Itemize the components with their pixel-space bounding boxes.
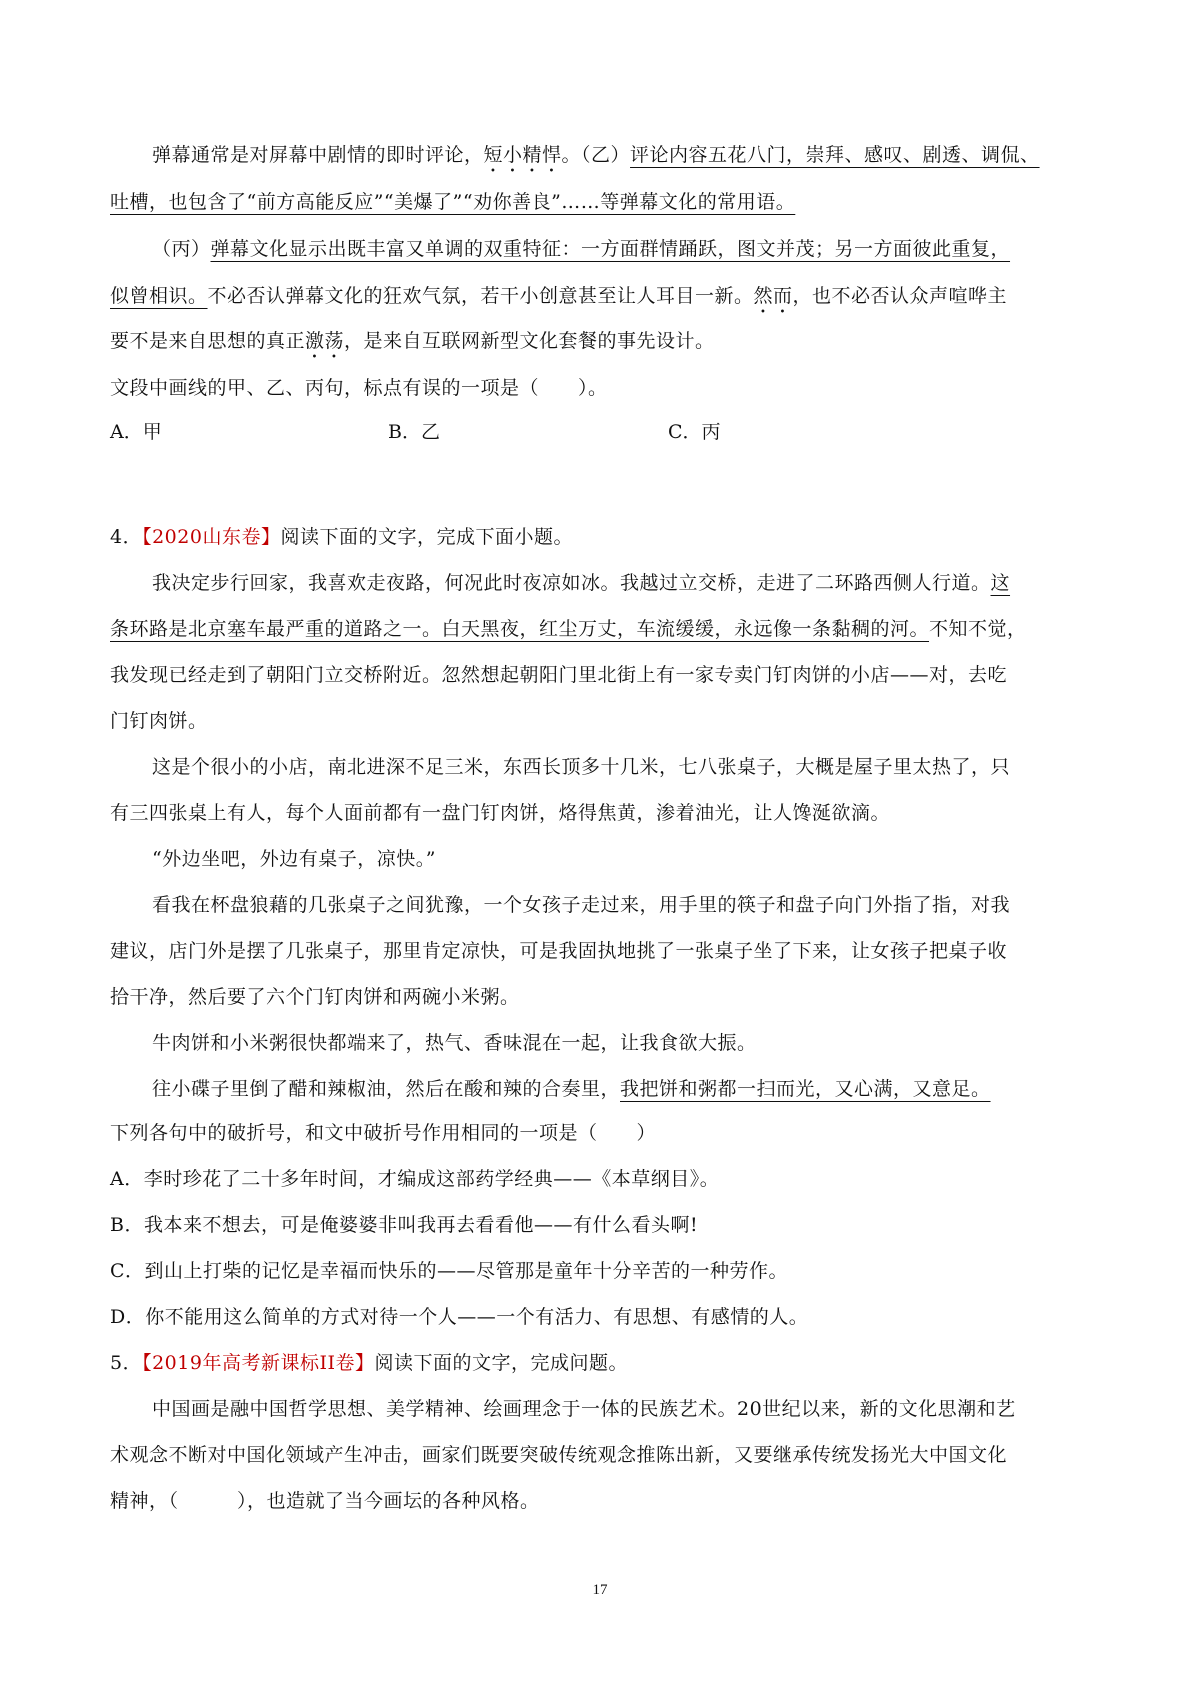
emphasis-text: 然而: [753, 285, 793, 307]
passage1-line3: （丙）弹幕文化显示出既丰富又单调的双重特征：一方面群情踊跃，图文并茂；另一方面彼此重复，: [152, 238, 1011, 260]
passage1-line2: [110, 187, 795, 214]
underlined-sentence: 我把饼和粥都一扫而光，又心满，又意足。: [620, 1078, 991, 1100]
underlined-sentence-yi: 评论内容五花八门，崇拜、感叹、剧透、调侃、: [630, 144, 1040, 166]
passage2-line3: 我发现已经走到了朝阳门立交桥附近。忽然想起朝阳门里北街上有一家专卖门钉肉饼的小店——对，去吃: [110, 664, 1008, 686]
question-4-text: 下列各句中的破折号，和文中破折号作用相同的一项是（ ）: [110, 1122, 657, 1144]
option-c[interactable]: C．到山上打柴的记忆是幸福而快乐的——尽管那是童年十分辛苦的一种劳作。: [110, 1260, 789, 1282]
passage3-line1: 中国画是融中国哲学思想、美学精神、绘画理念于一体的民族艺术。20世纪以来，新的文化思潮和艺: [152, 1398, 1016, 1420]
passage2-line7: “外边坐吧，外边有桌子，凉快。”: [152, 848, 436, 870]
underlined-sentence-yi-cont: 吐槽，也包含了“前方高能反应”“美爆了”“劝你善良”……等弹幕文化的常用语。: [110, 191, 796, 213]
passage2-line6: 有三四张桌上有人，每个人面前都有一盘门钉肉饼，烙得焦黄，渗着油光，让人馋涎欲滴。: [110, 802, 891, 824]
question-3-text: 文段中画线的甲、乙、丙句，标点有误的一项是（ ）。: [110, 377, 608, 399]
page-number: 17: [592, 1582, 608, 1598]
passage2-line10: 拾干净，然后要了六个门钉肉饼和两碗小米粥。: [110, 986, 520, 1008]
passage2-line2: 条环路是北京塞车最严重的道路之一。白天黑夜，红尘万丈，车流缓缓，永远像一条黏稠的河。不知不觉，: [110, 618, 1027, 640]
passage1-line5: 要不是来自思想的真正激荡，是来自互联网新型文化套餐的事先设计。: [110, 330, 715, 352]
emphasis-text: 短小精悍: [483, 144, 562, 166]
passage1-line1: 弹幕通常是对屏幕中剧情的即时评论，短小精悍。（乙）评论内容五花八门，崇拜、感叹、剧透、调侃、: [152, 144, 1040, 166]
underlined-sentence-cont: 条环路是北京塞车最严重的道路之一。白天黑夜，红尘万丈，车流缓缓，永远像一条黏稠的河。: [110, 618, 930, 640]
passage2-line12: 往小碟子里倒了醋和辣椒油，然后在酸和辣的合奏里，我把饼和粥都一扫而光，又心满，又意足。: [152, 1078, 991, 1100]
passage2-line1: 我决定步行回家，我喜欢走夜路，何况此时夜凉如冰。我越过立交桥，走进了二环路西侧人行道。这: [152, 572, 1011, 594]
option-a[interactable]: A．甲: [110, 421, 162, 443]
passage2-line11: 牛肉饼和小米粥很快都端来了，热气、香味混在一起，让我食欲大振。: [152, 1032, 757, 1054]
passage2-line4: 门钉肉饼。: [110, 710, 208, 732]
option-d[interactable]: D．你不能用这么简单的方式对待一个人——一个有活力、有思想、有感情的人。: [110, 1306, 809, 1328]
passage2-line5: 这是个很小的小店，南北进深不足三米，东西长顶多十几米，七八张桌子，大概是屋子里太热了，只: [152, 756, 1011, 778]
source-tag: 【2019年高考新课标II卷】: [142, 1352, 375, 1374]
passage2-line9: 建议，店门外是摆了几张桌子，那里肯定凉快，可是我固执地挑了一张桌子坐了下来，让女孩子把桌子收: [110, 940, 1008, 962]
underlined-sentence-bing: 弹幕文化显示出既丰富又单调的双重特征：一方面群情踊跃，图文并茂；另一方面彼此重复，: [210, 238, 1011, 260]
underlined-sentence: 这: [990, 572, 1011, 594]
source-tag: 【2020山东卷】: [142, 526, 281, 548]
option-b[interactable]: B．乙: [388, 421, 440, 443]
emphasis-text: 激荡: [305, 330, 345, 352]
passage1-line4: 似曾相识。不必否认弹幕文化的狂欢气氛，若干小创意甚至让人耳目一新。然而，也不必否认众声喧哗主: [110, 285, 1008, 307]
passage3-line2: 术观念不断对中国化领域产生冲击，画家们既要突破传统观念推陈出新，又要继承传统发扬光大中国文化: [110, 1444, 1008, 1466]
underlined-sentence-bing-cont: 似曾相识。: [110, 285, 208, 307]
passage3-line3: 精神，（ ），也造就了当今画坛的各种风格。: [110, 1490, 540, 1512]
option-a[interactable]: A．李时珍花了二十多年时间，才编成这部药学经典——《本草纲目》。: [110, 1168, 720, 1190]
question-5-header: 5．【2019年高考新课标II卷】阅读下面的文字，完成问题。: [110, 1352, 628, 1374]
option-c[interactable]: C．丙: [668, 421, 721, 443]
question-4-header: 4．【2020山东卷】阅读下面的文字，完成下面小题。: [110, 526, 573, 548]
option-b[interactable]: B．我本来不想去，可是俺婆婆非叫我再去看看他——有什么看头啊!: [110, 1214, 699, 1236]
passage2-line8: 看我在杯盘狼藉的几张桌子之间犹豫，一个女孩子走过来，用手里的筷子和盘子向门外指了指，对我: [152, 894, 1011, 916]
